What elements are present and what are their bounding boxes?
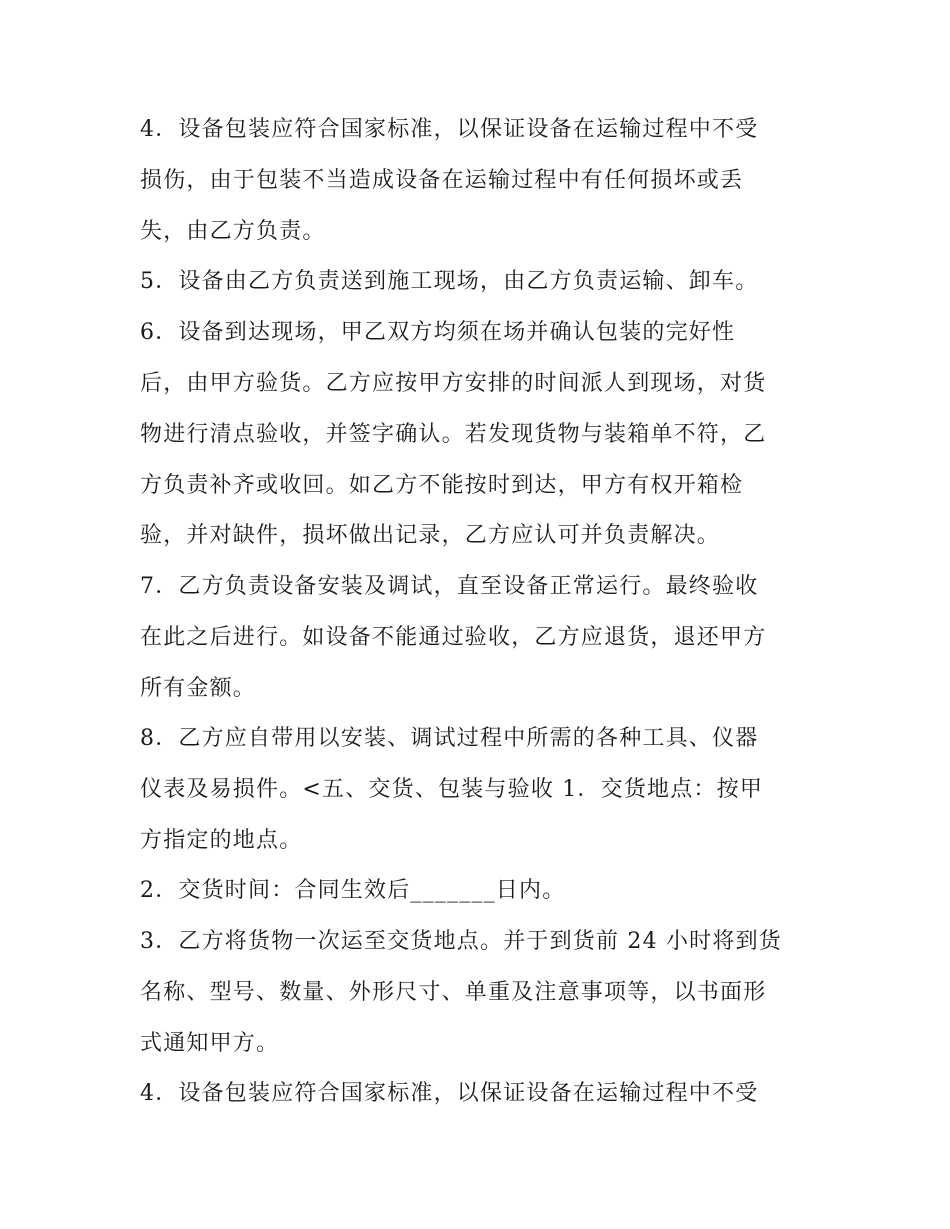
text-line: 7．乙方负责设备安装及调试，直至设备正常运行。最终验收 <box>140 574 759 599</box>
text-line: 仪表及易损件。<五、交货、包装与验收 1．交货地点：按甲 <box>140 777 764 802</box>
text-line: 4．设备包装应符合国家标准，以保证设备在运输过程中不受 <box>140 1081 759 1106</box>
text-line: 物进行清点验收，并签字确认。若发现货物与装箱单不符，乙 <box>140 422 767 447</box>
text-line: 方指定的地点。 <box>140 828 303 853</box>
text-line: 3．乙方将货物一次运至交货地点。并于到货前 24 小时将到货 <box>140 929 782 954</box>
text-line: 2．交货时间：合同生效后_______日内。 <box>140 878 566 903</box>
text-line: 式通知甲方。 <box>140 1031 280 1056</box>
text-line: 5．设备由乙方负责送到施工现场，由乙方负责运输、卸车。 <box>140 269 759 294</box>
text-line: 所有金额。 <box>140 676 257 701</box>
text-line: 6．设备到达现场，甲乙双方均须在场并确认包装的完好性 <box>140 320 736 345</box>
text-line: 方负责补齐或收回。如乙方不能按时到达，甲方有权开箱检 <box>140 473 744 498</box>
text-line: 在此之后进行。如设备不能通过验收，乙方应退货，退还甲方 <box>140 625 767 650</box>
text-line: 4．设备包装应符合国家标准，以保证设备在运输过程中不受 <box>140 117 759 142</box>
text-line: 名称、型号、数量、外形尺寸、单重及注意事项等，以书面形 <box>140 980 767 1005</box>
text-line: 损伤，由于包装不当造成设备在运输过程中有任何损坏或丢 <box>140 168 744 193</box>
text-line: 失，由乙方负责。 <box>140 219 326 244</box>
text-line: 后，由甲方验货。乙方应按甲方安排的时间派人到现场，对货 <box>140 371 767 396</box>
text-line: 验，并对缺件，损坏做出记录，乙方应认可并负责解决。 <box>140 523 721 548</box>
text-line: 8．乙方应自带用以安装、调试过程中所需的各种工具、仪器 <box>140 726 759 751</box>
